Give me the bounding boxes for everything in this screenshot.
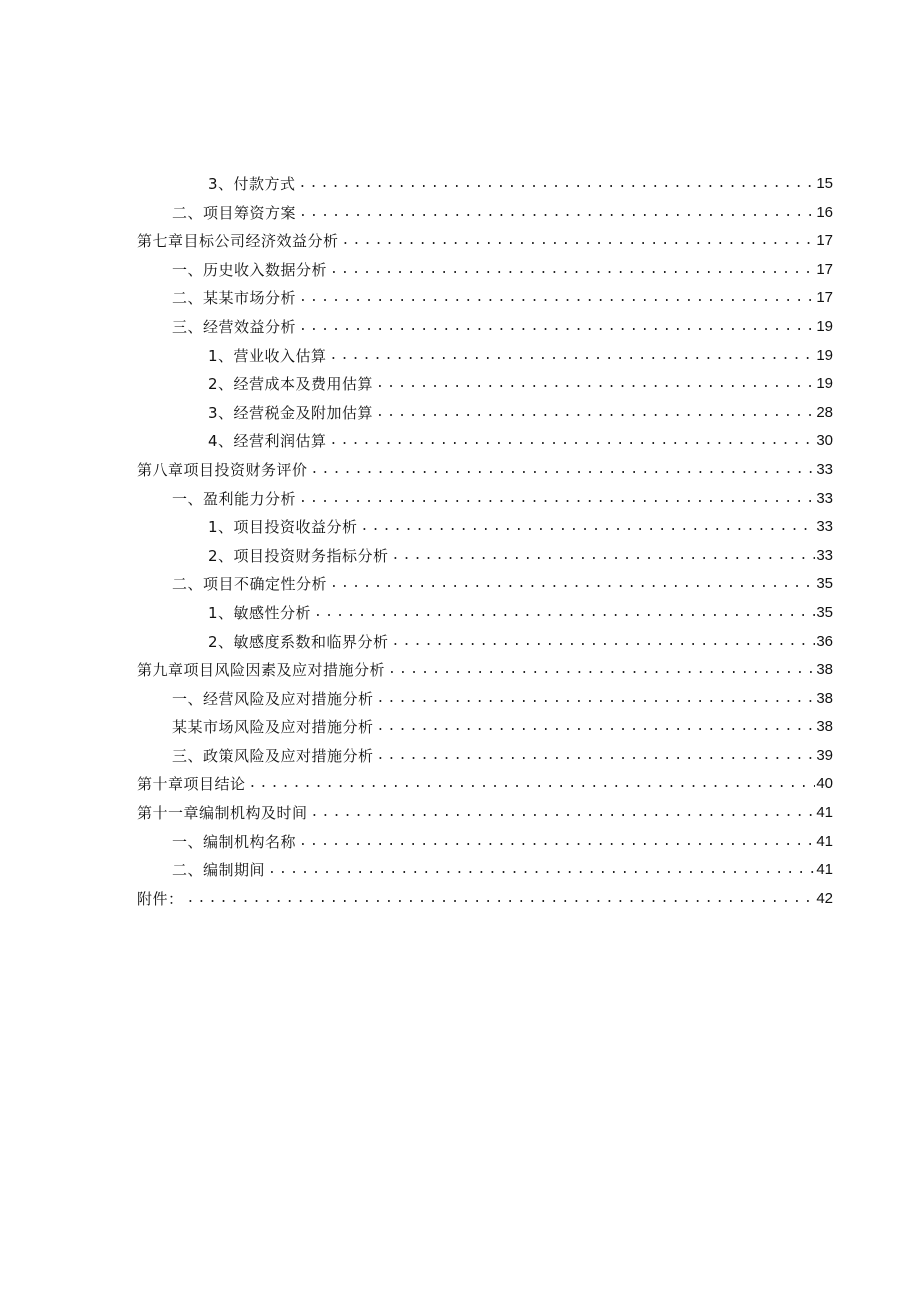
toc-page-number: 42 — [816, 889, 833, 907]
toc-entry-title: 1、项目投资收益分析 — [208, 518, 358, 537]
toc-page-number: 19 — [816, 375, 833, 393]
toc-entry-title: 第八章项目投资财务评价 — [137, 460, 308, 479]
toc-entry-title: 第十章项目结论 — [137, 775, 246, 794]
toc-entry[interactable] — [137, 828, 833, 857]
toc-entry[interactable] — [137, 856, 833, 885]
toc-entry-title: 一、历史收入数据分析 — [172, 260, 328, 279]
toc-entry[interactable] — [137, 770, 833, 799]
toc-dot-leader — [311, 599, 815, 628]
toc-entry-title: 三、政策风险及应对措施分析 — [172, 746, 374, 765]
toc-entry-title: 一、经营风险及应对措施分析 — [172, 689, 374, 708]
toc-page-number: 39 — [816, 746, 833, 764]
toc-page-number: 41 — [816, 804, 833, 822]
toc-entry-title: 一、盈利能力分析 — [172, 489, 297, 508]
toc-page-number: 28 — [816, 403, 833, 421]
toc-entry-title: 二、项目筹资方案 — [172, 203, 297, 222]
toc-dot-leader — [296, 170, 815, 199]
toc-entry[interactable] — [137, 485, 833, 514]
toc-entry-title: 第七章目标公司经济效益分析 — [137, 232, 339, 251]
toc-page-number: 19 — [816, 346, 833, 364]
toc-entry[interactable] — [137, 513, 833, 542]
toc-dot-leader — [296, 313, 815, 342]
toc-entry-title: 2、项目投资财务指标分析 — [208, 546, 389, 565]
toc-dot-leader — [373, 370, 815, 399]
toc-entry-title: 1、营业收入估算 — [208, 346, 327, 365]
toc-entry[interactable] — [137, 542, 833, 571]
toc-page-number: 41 — [816, 832, 833, 850]
toc-entry[interactable] — [137, 370, 833, 399]
toc-page-number: 35 — [816, 575, 833, 593]
toc-dot-leader — [374, 742, 815, 771]
toc-entry-title: 1、敏感性分析 — [208, 603, 312, 622]
toc-entry[interactable] — [137, 170, 833, 199]
toc-entry[interactable] — [137, 199, 833, 228]
toc-dot-leader — [184, 885, 815, 914]
toc-entry[interactable] — [137, 656, 833, 685]
toc-dot-leader — [339, 227, 815, 256]
toc-dot-leader — [296, 828, 815, 857]
toc-page-number: 36 — [816, 632, 833, 650]
toc-dot-leader — [296, 199, 815, 228]
toc-entry[interactable] — [137, 685, 833, 714]
toc-page-number: 33 — [816, 518, 833, 536]
toc-entry[interactable] — [137, 256, 833, 285]
toc-entry-title: 三、经营效益分析 — [172, 317, 297, 336]
toc-entry[interactable] — [137, 284, 833, 313]
toc-dot-leader — [374, 713, 815, 742]
toc-entry-title: 4、经营利润估算 — [208, 432, 327, 451]
toc-dot-leader — [308, 456, 815, 485]
toc-page-number: 16 — [816, 203, 833, 221]
toc-page-number: 38 — [816, 661, 833, 679]
toc-entry-title: 第十一章编制机构及时间 — [137, 804, 308, 823]
toc-entry[interactable] — [137, 885, 833, 914]
toc-entry-title: 二、某某市场分析 — [172, 289, 297, 308]
toc-page-number: 41 — [816, 861, 833, 879]
toc-page-number: 17 — [816, 232, 833, 250]
toc-page-number: 33 — [816, 546, 833, 564]
toc-dot-leader — [308, 799, 815, 828]
toc-entry[interactable] — [137, 570, 833, 599]
toc-page-number: 17 — [816, 289, 833, 307]
toc-page-number: 15 — [816, 175, 833, 192]
toc-entry-title: 二、项目不确定性分析 — [172, 575, 328, 594]
toc-page-number: 19 — [816, 317, 833, 335]
toc-dot-leader — [327, 570, 815, 599]
toc-entry[interactable] — [137, 456, 833, 485]
toc-entry-title: 第九章项目风险因素及应对措施分析 — [137, 661, 386, 680]
toc-entry[interactable] — [137, 742, 833, 771]
toc-dot-leader — [327, 427, 815, 456]
toc-entry[interactable] — [137, 427, 833, 456]
toc-dot-leader — [327, 342, 815, 371]
toc-entry-title: 2、经营成本及费用估算 — [208, 375, 374, 394]
toc-entry-title: 3、经营税金及附加估算 — [208, 403, 374, 422]
toc-dot-leader — [389, 542, 815, 571]
toc-page-number: 33 — [816, 489, 833, 507]
toc-page-number: 38 — [816, 718, 833, 736]
toc-dot-leader — [246, 770, 815, 799]
toc-page-number: 17 — [816, 260, 833, 278]
toc-entry[interactable] — [137, 599, 833, 628]
toc-page-number: 30 — [816, 432, 833, 450]
toc-dot-leader — [296, 485, 815, 514]
toc-entry[interactable] — [137, 713, 833, 742]
toc-page-number: 33 — [816, 460, 833, 478]
toc-dot-leader — [296, 284, 815, 313]
toc-entry[interactable] — [137, 227, 833, 256]
toc-entry-title: 一、编制机构名称 — [172, 832, 297, 851]
toc-entry[interactable] — [137, 342, 833, 371]
toc-page-number: 35 — [816, 603, 833, 621]
toc-entry[interactable] — [137, 313, 833, 342]
toc-entry[interactable] — [137, 628, 833, 657]
toc-dot-leader — [358, 513, 815, 542]
toc-dot-leader — [327, 256, 815, 285]
toc-dot-leader — [389, 628, 815, 657]
toc-entry[interactable] — [137, 799, 833, 828]
toc-entry-title: 附件： — [137, 889, 184, 908]
toc-dot-leader — [385, 656, 815, 685]
toc-dot-leader — [373, 399, 815, 428]
toc-entry-title: 二、编制期间 — [172, 861, 266, 880]
toc-dot-leader — [374, 685, 815, 714]
toc-page-number: 38 — [816, 689, 833, 707]
toc-entry-title: 某某市场风险及应对措施分析 — [172, 718, 374, 737]
toc-page-number: 40 — [816, 775, 833, 793]
toc-entry-title: 3、付款方式 — [208, 175, 296, 193]
toc-entry[interactable] — [137, 399, 833, 428]
table-of-contents — [137, 170, 833, 913]
toc-entry-title: 2、敏感度系数和临界分析 — [208, 632, 389, 651]
toc-dot-leader — [265, 856, 815, 885]
